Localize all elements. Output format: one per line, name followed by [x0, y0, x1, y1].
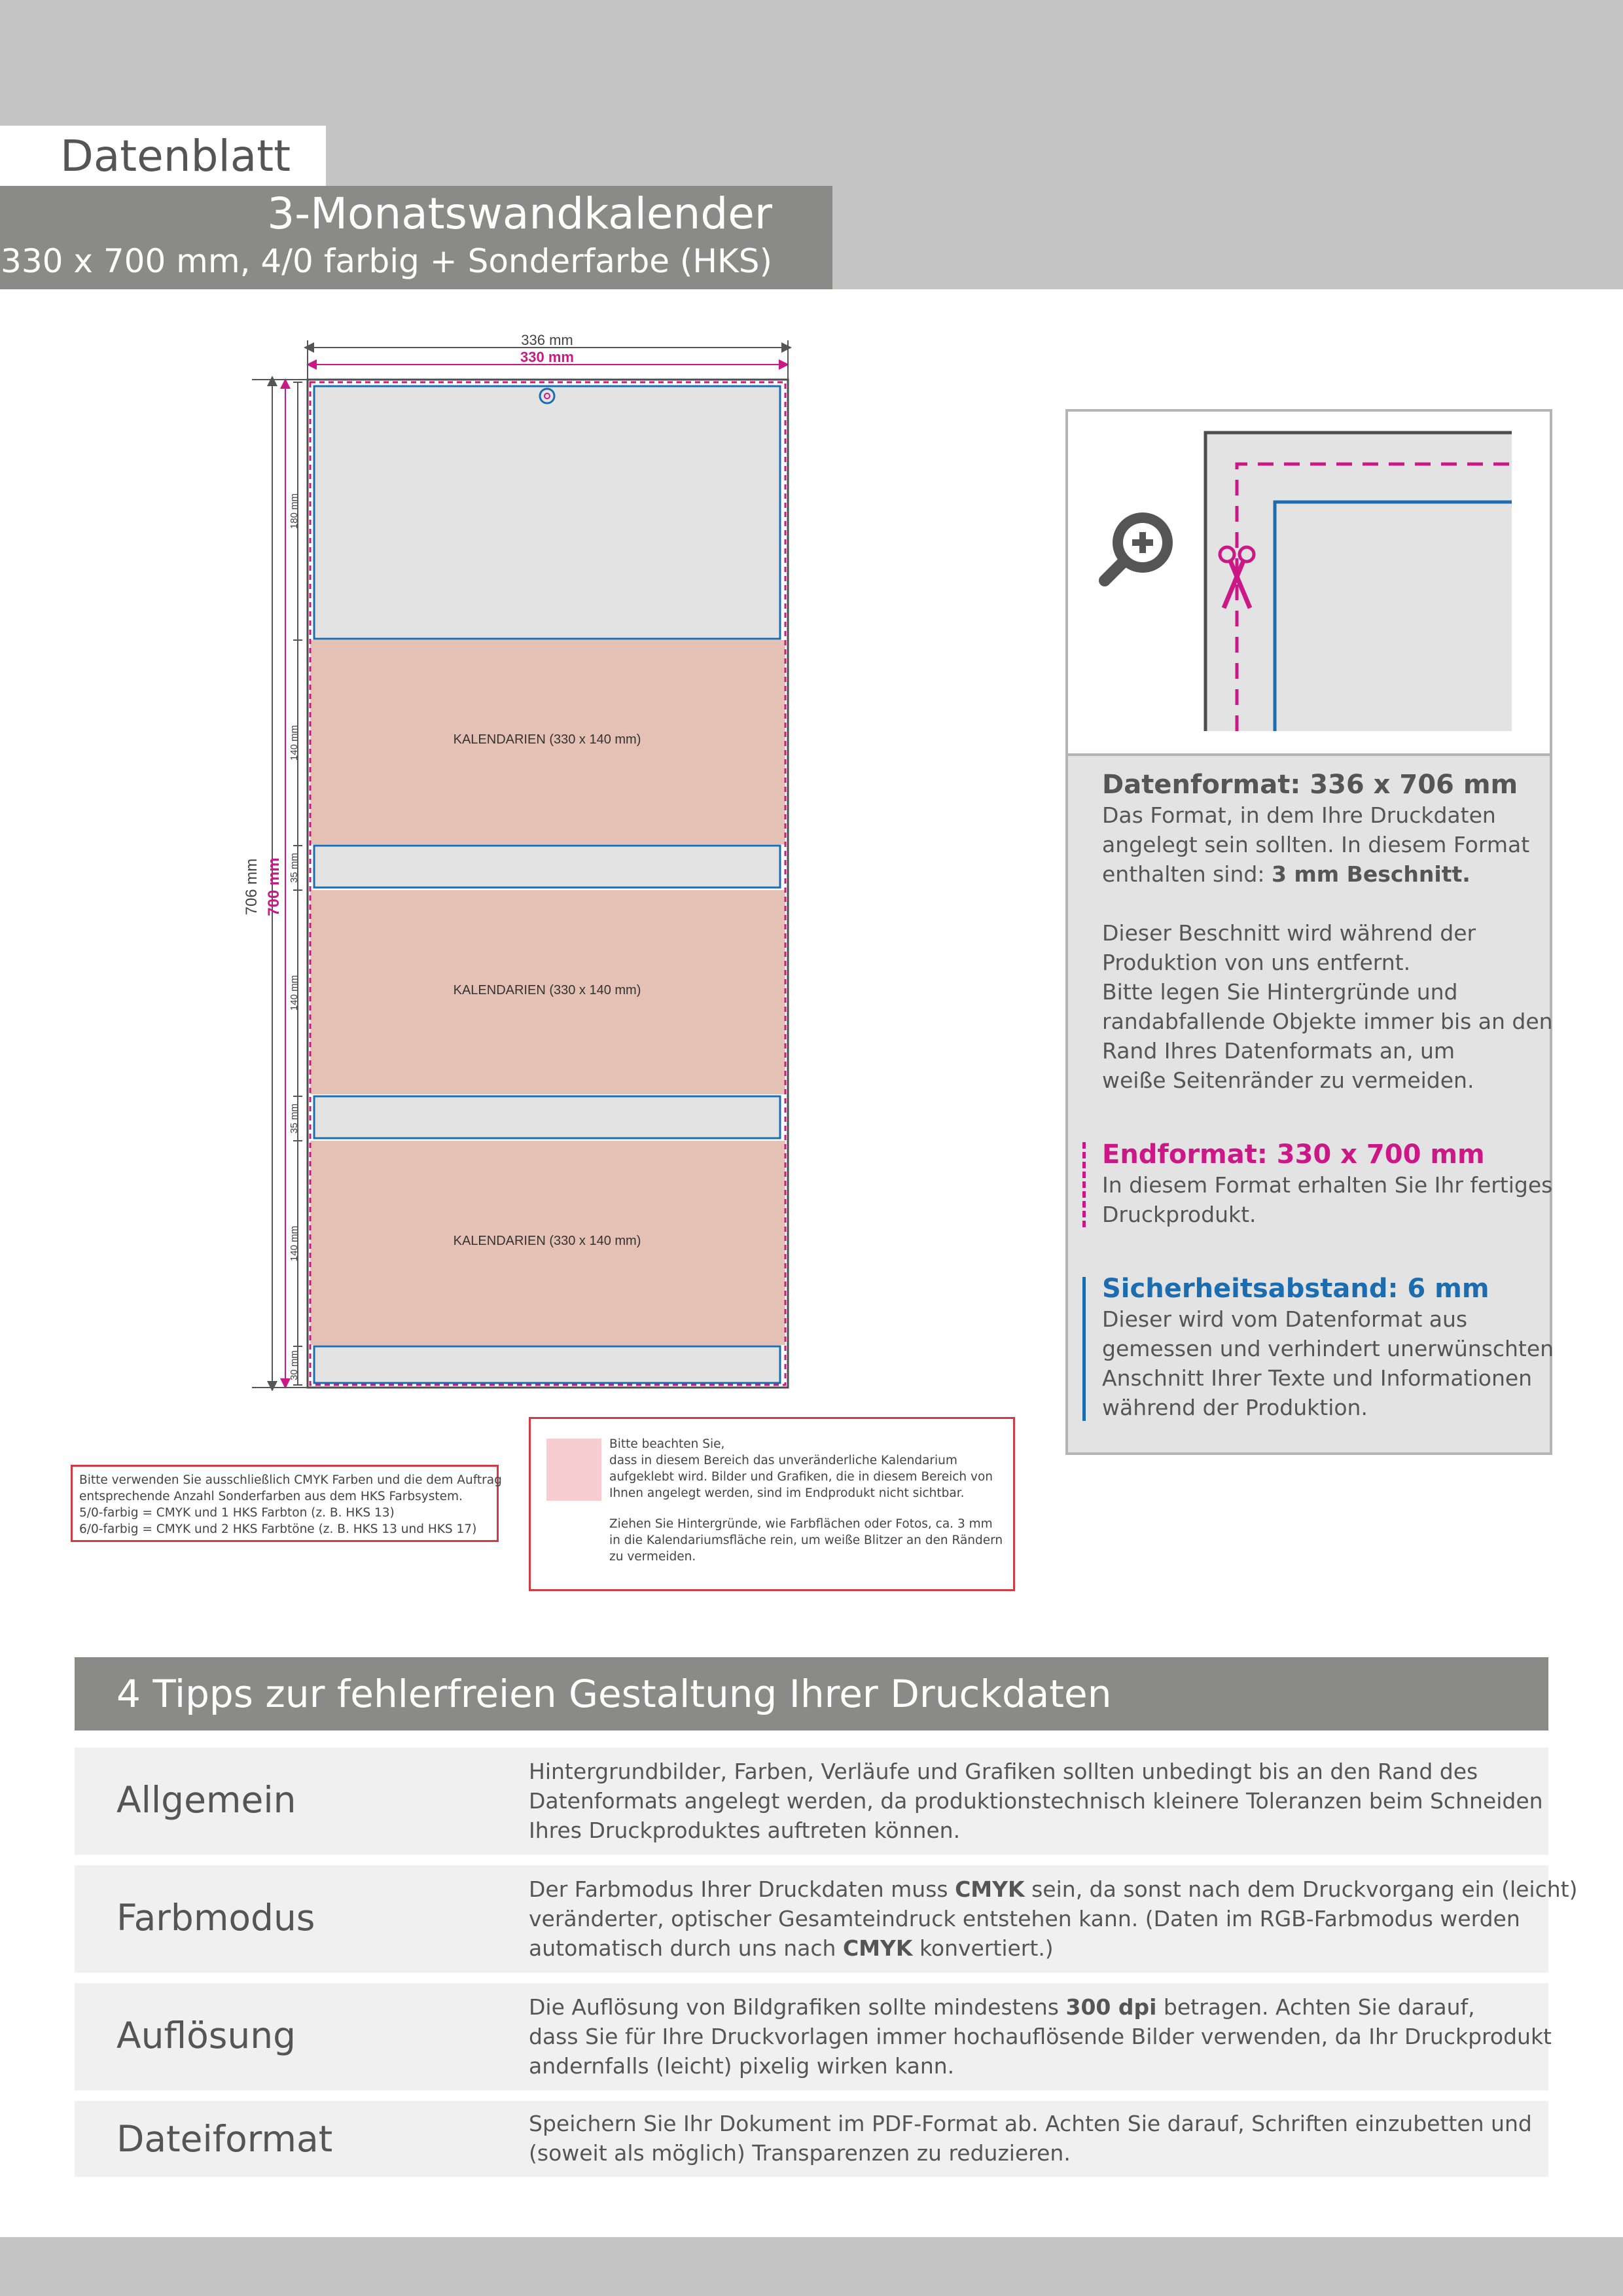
endformat-heading: Endformat: 330 x 700 mm — [1102, 1139, 1485, 1170]
strip-area-2 — [314, 1096, 780, 1138]
calendar-notice-line: aufgeklebt wird. Bilder und Grafiken, die in diesem Bereich von — [609, 1470, 993, 1484]
datenformat-section — [1102, 769, 1553, 1095]
tip-line-text: sein, da sonst nach dem Druckvorgang ein (leicht) — [1024, 1876, 1578, 1902]
calendar-label-3: KALENDARIEN (330 x 140 mm) — [453, 1234, 641, 1248]
sicherheit-line: gemessen und verhindert unerwünschten — [1102, 1336, 1554, 1361]
segment-label-140-c: 140 mm — [289, 1225, 300, 1262]
datenformat-line: Rand Ihres Datenformats an, um — [1102, 1038, 1455, 1064]
tip-row-dateiformat — [75, 2101, 1548, 2177]
segment-label-140-b: 140 mm — [289, 975, 300, 1011]
product-title: 3-Monatswandkalender — [267, 188, 772, 239]
sicherheit-section — [1102, 1273, 1554, 1422]
datenblatt-tab — [0, 126, 326, 186]
tip-text-dateiformat — [529, 2109, 1537, 2168]
segment-label-180: 180 mm — [289, 493, 300, 529]
datenformat-line: Das Format, in dem Ihre Druckdaten — [1102, 802, 1496, 828]
color-notice-box — [71, 1465, 502, 1542]
tip-line-text: Die Auflösung von Bildgrafiken sollte mindestens — [529, 1994, 1066, 2020]
tip-label-dateiformat: Dateiformat — [116, 2118, 333, 2160]
tip-text-aufloesung — [529, 1992, 1552, 2081]
segment-label-140-a: 140 mm — [289, 725, 300, 761]
tip-label-allgemein: Allgemein — [116, 1779, 296, 1821]
tip-text-allgemein — [529, 1757, 1543, 1845]
tip-line-text: automatisch durch uns nach — [529, 1935, 843, 1961]
datenformat-line-text: enthalten sind: — [1102, 861, 1272, 887]
bleed-emphasis: 3 mm Beschnitt. — [1271, 861, 1471, 887]
calendar-notice-line: dass in diesem Bereich das unveränderliche Kalendarium — [609, 1454, 957, 1467]
calendar-notice-line: in die Kalendariumsfläche rein, um weiße Blitzer an den Rändern — [609, 1534, 1003, 1547]
tip-line — [529, 1933, 1537, 1963]
width-outer-label: 336 mm — [521, 332, 573, 348]
color-notice-line: Bitte verwenden Sie ausschließlich CMYK Farben und die dem Auftrag — [79, 1473, 502, 1487]
calendar-notice-line: Bitte beachten Sie, — [609, 1437, 725, 1451]
product-subtitle: 330 x 700 mm, 4/0 farbig + Sonderfarbe (HKS) — [1, 242, 772, 280]
format-info-panel — [1065, 756, 1552, 1455]
tip-label-aufloesung: Auflösung — [116, 2015, 296, 2056]
sicherheit-line: Anschnitt Ihrer Texte und Informationen — [1102, 1365, 1533, 1391]
width-inner-label: 330 mm — [520, 349, 574, 365]
tip-line: Speichern Sie Ihr Dokument im PDF-Format ab. Achten Sie darauf, Schriften einzubetten und — [529, 2111, 1532, 2136]
strip-area-1 — [314, 846, 780, 888]
calendar-format-diagram — [242, 331, 805, 1391]
tip-row-allgemein — [75, 1748, 1548, 1855]
strip-area-3 — [314, 1346, 780, 1383]
calendar-area-swatch — [546, 1439, 601, 1501]
cmyk-emphasis: CMYK — [955, 1876, 1025, 1902]
calendar-notice-text — [609, 1436, 1008, 1565]
calendar-notice-line: Ihnen angelegt werden, sind im Endprodukt nicht sichtbar. — [609, 1486, 965, 1500]
segment-label-35-b: 35 mm — [289, 1103, 300, 1134]
datenformat-line: randabfallende Objekte immer bis an den — [1102, 1009, 1553, 1034]
tip-line-text: betragen. Achten Sie darauf, — [1156, 1994, 1475, 2020]
tips-heading: 4 Tipps zur fehlerfreien Gestaltung Ihrer Druckdaten — [116, 1672, 1112, 1716]
datenblatt-label: Datenblatt — [60, 131, 291, 181]
bleed-zoom-panel — [1065, 409, 1552, 756]
datenformat-line: Bitte legen Sie Hintergründe und — [1102, 979, 1458, 1005]
tip-line — [529, 1874, 1578, 1904]
tip-line: Datenformats angelegt werden, da produktionstechnisch kleinere Toleranzen beim Schneiden — [529, 1788, 1543, 1814]
endformat-marker — [1082, 1142, 1086, 1227]
sicherheit-line: Dieser wird vom Datenformat aus — [1102, 1306, 1468, 1332]
tip-label-farbmodus: Farbmodus — [116, 1897, 315, 1939]
calendar-notice-line: Ziehen Sie Hintergründe, wie Farbflächen oder Fotos, ca. 3 mm — [609, 1517, 993, 1531]
tip-line: veränderter, optischer Gesamteindruck entstehen kann. (Daten im RGB-Farbmodus werden — [529, 1906, 1520, 1931]
footer-band — [0, 2237, 1623, 2296]
tip-line: Ihres Druckproduktes auftreten können. — [529, 1818, 961, 1843]
tip-text-farbmodus — [529, 1874, 1578, 1963]
tips-heading-bar — [75, 1657, 1548, 1731]
bleed-detail-illustration — [1068, 412, 1550, 753]
datenformat-line: weiße Seitenränder zu vermeiden. — [1102, 1067, 1474, 1093]
sicherheit-heading: Sicherheitsabstand: 6 mm — [1102, 1274, 1489, 1304]
height-outer-label: 706 mm — [243, 858, 260, 916]
endformat-line: In diesem Format erhalten Sie Ihr fertiges — [1102, 1172, 1553, 1198]
calendar-notice-line: zu vermeiden. — [609, 1550, 696, 1564]
segment-label-30: 30 mm — [289, 1350, 300, 1380]
calendar-label-2: KALENDARIEN (330 x 140 mm) — [453, 983, 641, 997]
tip-line: Hintergrundbilder, Farben, Verläufe und Grafiken sollten unbedingt bis an den Rand des — [529, 1759, 1478, 1784]
segment-label-35-a: 35 mm — [289, 853, 300, 883]
datenformat-line: Dieser Beschnitt wird während der — [1102, 920, 1476, 946]
tip-line — [529, 1992, 1537, 2022]
tip-line-text: konvertiert.) — [912, 1935, 1054, 1961]
datenformat-line — [1102, 859, 1553, 889]
cmyk-emphasis: CMYK — [842, 1935, 913, 1961]
dpi-emphasis: 300 dpi — [1065, 1994, 1157, 2020]
tip-row-aufloesung — [75, 1983, 1552, 2090]
endformat-section — [1102, 1139, 1552, 1229]
zoom-in-icon — [1105, 512, 1173, 581]
height-inner-label: 700 mm — [265, 857, 283, 916]
image-area-top — [314, 386, 780, 639]
color-notice-line: 6/0-farbig = CMYK und 2 HKS Farbtöne (z. B. HKS 13 und HKS 17) — [79, 1522, 477, 1536]
datenformat-line: angelegt sein sollten. In diesem Format — [1102, 832, 1530, 857]
tip-line: (soweit als möglich) Transparenzen zu reduzieren. — [529, 2140, 1071, 2166]
tip-line: andernfalls (leicht) pixelig wirken kann. — [529, 2053, 955, 2079]
tip-row-farbmodus — [75, 1865, 1578, 1973]
color-notice-line: entsprechende Anzahl Sonderfarben aus dem HKS Farbsystem. — [79, 1490, 463, 1503]
color-notice-line: 5/0-farbig = CMYK und 1 HKS Farbton (z. B. HKS 13) — [79, 1506, 395, 1520]
sicherheit-marker — [1082, 1277, 1086, 1421]
sicherheit-line: während der Produktion. — [1102, 1395, 1368, 1420]
datenformat-heading: Datenformat: 336 x 706 mm — [1102, 770, 1518, 800]
tip-line-text: Der Farbmodus Ihrer Druckdaten muss — [529, 1876, 955, 1902]
tip-line: dass Sie für Ihre Druckvorlagen immer hochauflösende Bilder verwenden, da Ihr Druckprodukt — [529, 2024, 1552, 2049]
calendar-label-1: KALENDARIEN (330 x 140 mm) — [453, 732, 641, 747]
endformat-line: Druckprodukt. — [1102, 1202, 1257, 1227]
calendar-notice-box — [529, 1417, 1015, 1591]
datenformat-line: Produktion von uns entfernt. — [1102, 950, 1411, 975]
